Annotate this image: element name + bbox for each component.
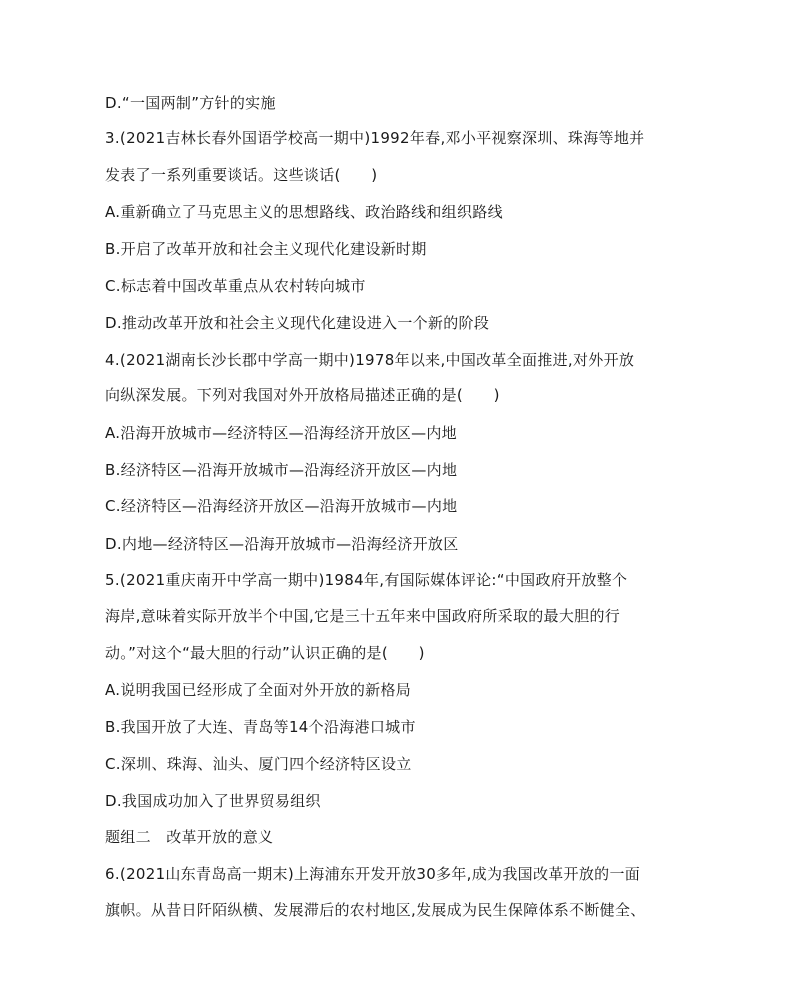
question-5-stem-2: 海岸,意味着实际开放半个中国,它是三十五年来中国政府所采取的最大胆的行	[105, 607, 621, 625]
question-3-stem: 3.(2021吉林长春外国语学校高一期中)1992年春,邓小平视察深圳、珠海等地并	[105, 129, 645, 147]
section-heading: 题组二 改革开放的意义	[105, 828, 274, 846]
option-a-q3: A.重新确立了马克思主义的思想路线、政治路线和组织路线	[105, 203, 503, 221]
option-d-q4: D.内地—经济特区—沿海开放城市—沿海经济开放区	[105, 535, 459, 553]
question-5-stem-3: 动。”对这个“最大胆的行动”认识正确的是( )	[105, 644, 425, 662]
option-c-q4: C.经济特区—沿海经济开放区—沿海开放城市—内地	[105, 497, 458, 515]
option-d-q5: D.我国成功加入了世界贸易组织	[105, 792, 321, 810]
option-b-q5: B.我国开放了大连、青岛等14个沿海港口城市	[105, 718, 416, 736]
question-6-stem-2: 旗帜。从昔日阡陌纵横、发展滞后的农村地区,发展成为民生保障体系不断健全、	[105, 901, 646, 919]
question-5-stem: 5.(2021重庆南开中学高一期中)1984年,有国际媒体评论:“中国政府开放整个	[105, 571, 628, 589]
option-b-q3: B.开启了改革开放和社会主义现代化建设新时期	[105, 240, 427, 258]
option-c-q3: C.标志着中国改革重点从农村转向城市	[105, 277, 366, 295]
question-4-stem-2: 向纵深发展。下列对我国对外开放格局描述正确的是( )	[105, 386, 500, 404]
question-6-stem: 6.(2021山东青岛高一期末)上海浦东开发开放30多年,成为我国改革开放的一面	[105, 865, 641, 883]
option-b-q4: B.经济特区—沿海开放城市—沿海经济开放区—内地	[105, 461, 458, 479]
question-3-stem-2: 发表了一系列重要谈话。这些谈话( )	[105, 166, 378, 184]
option-d-q3: D.推动改革开放和社会主义现代化建设进入一个新的阶段	[105, 314, 490, 332]
option-c-q5: C.深圳、珠海、汕头、厦门四个经济特区设立	[105, 755, 412, 773]
question-4-stem: 4.(2021湖南长沙长郡中学高一期中)1978年以来,中国改革全面推进,对外开放	[105, 351, 635, 369]
option-d-q2: D.“一国两制”方针的实施	[105, 94, 276, 112]
option-a-q5: A.说明我国已经形成了全面对外开放的新格局	[105, 681, 412, 699]
option-a-q4: A.沿海开放城市—经济特区—沿海经济开放区—内地	[105, 424, 457, 442]
